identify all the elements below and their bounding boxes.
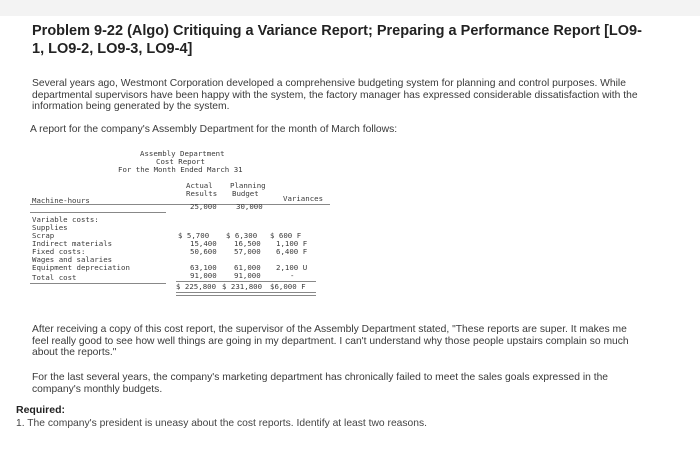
marketing-paragraph: For the last several years, the company's marketing department has chronically failed to meet the sales goals expressed in the company's monthly budgets. (32, 372, 609, 395)
supplies-variance: $ 600 F (270, 231, 302, 240)
label-bottom-rule (30, 283, 166, 284)
wages-variance: 2,100 U (276, 263, 308, 272)
machine-hours-actual: 25,000 (190, 202, 217, 211)
supplies-budget: $ 6,300 (226, 231, 258, 240)
machine-hours-label: Machine-hours (32, 196, 90, 205)
report-heading-3: For the Month Ended March 31 (118, 165, 243, 174)
indirect-actual: 50,600 (190, 247, 217, 256)
report-heading-2: Cost Report (156, 157, 205, 166)
col-actual-1: Actual (186, 181, 213, 190)
wages-actual: 63,100 (190, 263, 217, 272)
total-actual: $ 225,800 (176, 282, 217, 291)
total-variance: $6,000 F (270, 282, 306, 291)
col-planning-2: Budget (232, 189, 259, 198)
depreciation-budget: 91,000 (234, 271, 261, 280)
problem-title: Problem 9-22 (Algo) Critiquing a Variance Report; Preparing a Performance Report [LO9-1, LO9-2, LO9-3, LO9-4] (32, 23, 642, 57)
depreciation-label: Equipment depreciation (32, 263, 130, 272)
supervisor-paragraph: After receiving a copy of this cost report, the supervisor of the Assembly Department stated, "These reports are super. It makes me feel really good to see how well things are going in my department. I can't understand why those people upstairs complain so much about the reports." (32, 324, 629, 358)
indirect-budget: 57,000 (234, 247, 261, 256)
scrap-actual: 15,400 (190, 239, 217, 248)
scrap-label: Scrap (32, 231, 55, 240)
indirect-variance: 6,400 F (276, 247, 308, 256)
depreciation-variance: - (290, 271, 295, 280)
variable-costs-label: Variable costs: (32, 215, 99, 224)
supplies-actual: $ 5,700 (178, 231, 210, 240)
supplies-label: Supplies (32, 223, 68, 232)
required-item-1: 1. The company's president is uneasy about the cost reports. Identify at least two reasons. (16, 418, 428, 429)
col-variances: Variances (283, 194, 324, 203)
col-actual-2: Results (186, 189, 218, 198)
fixed-costs-label: Fixed costs: (32, 247, 86, 256)
col-planning-1: Planning (230, 181, 266, 190)
total-double-rule (176, 292, 316, 296)
total-label: Total cost (32, 273, 77, 282)
top-band (0, 0, 700, 16)
report-heading-1: Assembly Department (140, 149, 225, 158)
required-label: Required: (16, 404, 66, 416)
depreciation-actual: 91,000 (190, 271, 217, 280)
machine-hours-budget: 30,000 (236, 202, 263, 211)
wages-budget: 61,000 (234, 263, 261, 272)
total-budget: $ 231,800 (222, 282, 263, 291)
machine-rule (30, 212, 166, 213)
report-lead: A report for the company's Assembly Department for the month of March follows: (30, 124, 398, 135)
intro-paragraph: Several years ago, Westmont Corporation developed a comprehensive budgeting system for planning and control purposes. While departmental supervisors have been happy with the system, the factory manager has expressed considerable dissatisfaction with the information being generated by the system. (32, 78, 638, 112)
scrap-budget: 16,500 (234, 239, 261, 248)
wages-label: Wages and salaries (32, 255, 113, 264)
indirect-label: Indirect materials (32, 239, 113, 248)
scrap-variance: 1,100 F (276, 239, 308, 248)
